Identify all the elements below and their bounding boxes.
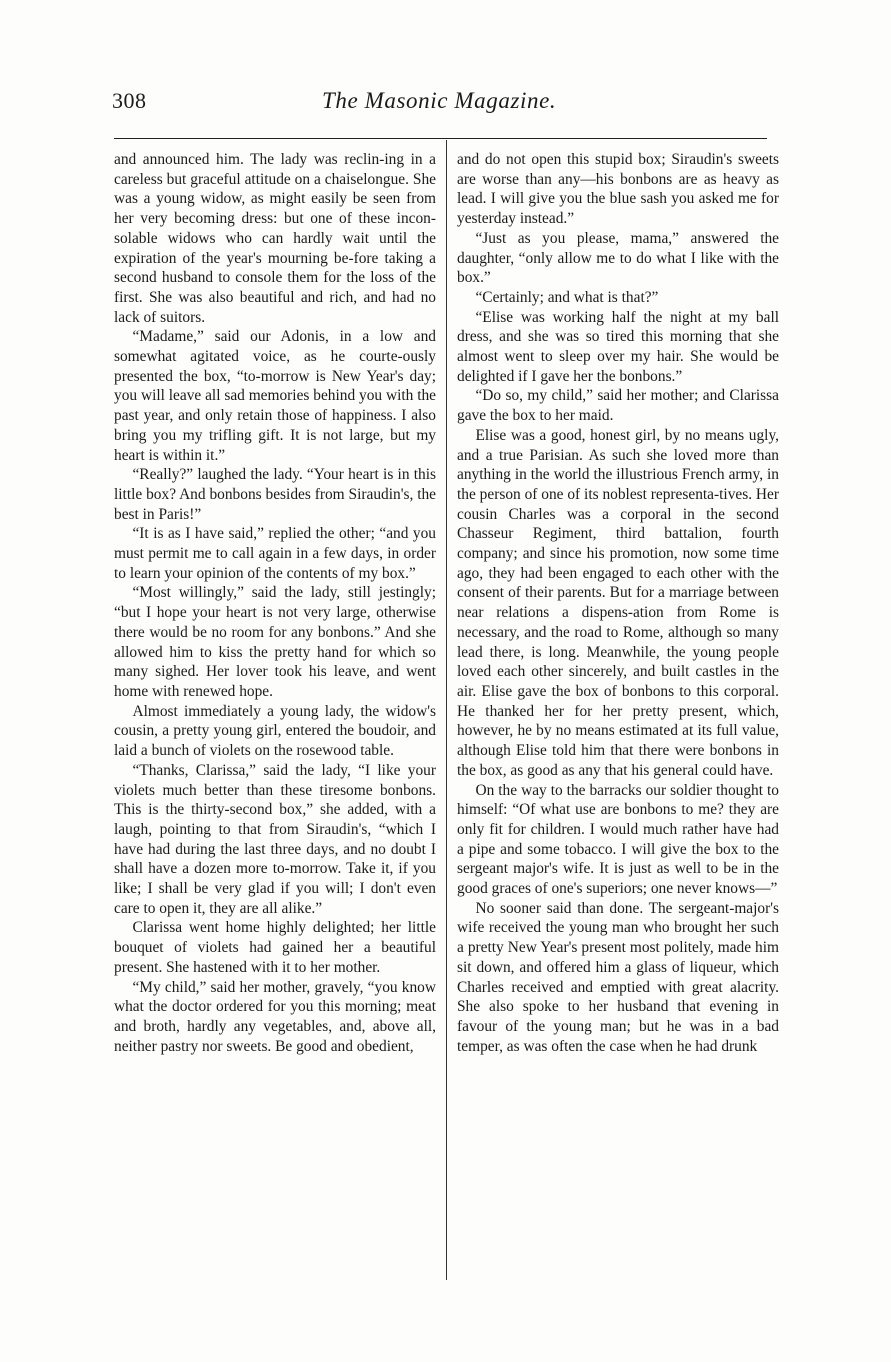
paragraph: and announced him. The lady was reclin-ing in a careless but graceful attitude on a chaiselongue. She was a young widow, as might easily be seen from her very becoming dress: but one of these incon-solable widows who can hardly wait until the expiration of the year's mourning be-fore taking a second husband to console them for the loss of the first. She was also beautiful and rich, and had no lack of suitors.	[114, 151, 436, 326]
page-header	[112, 88, 767, 128]
paragraph: “It is as I have said,” replied the other; “and you must permit me to call again in a few days, in order to learn your opinion of the contents of my box.”	[114, 525, 436, 582]
paragraph: “Do so, my child,” said her mother; and Clarissa gave the box to her maid.	[457, 387, 779, 425]
left-column	[114, 150, 436, 1056]
paragraph: “Elise was working half the night at my ball dress, and she was so tired this morning that she almost went to sleep over my hair. She would be delighted if I gave her the bonbons.”	[457, 308, 779, 385]
column-divider	[446, 140, 447, 1280]
paragraph: and do not open this stupid box; Siraudin's sweets are worse than any—his bonbons are as heavy as lead. I will give you the blue sash you asked me for yesterday instead.”	[457, 151, 779, 228]
page-number: 308	[112, 88, 147, 113]
paragraph: Elise was a good, honest girl, by no means ugly, and a true Parisian. As such she loved more than anything in the world the illustrious French army, in the person of one of its noblest representa-tives. Her cousin Charles was a corporal in the second Chasseur Regiment, third battalion, fourth company; and since his promotion, now some time ago, they had been engaged to each other with the consent of their parents. But for a marriage between near relations a dispens-ation from Rome is necessary, and the road to Rome, although so many lead there, is long. Meanwhile, the young people loved each other sincerely, and built castles in the air. Elise gave the box of bonbons to this corporal. He thanked her for her pretty present, which, however, he by no means estimated at its full value, although Elise told him that there were bonbons in the box, as good as any that his general could have.	[457, 426, 779, 779]
paragraph: “Certainly; and what is that?”	[475, 288, 659, 306]
paragraph: “Thanks, Clarissa,” said the lady, “I like your violets much better than these tiresome bonbons. This is the thirty-second box,” she added, with a laugh, pointing to that from Siraudin's, “which I have had during the last three days, and no doubt I shall have a dozen more to-morrow. Take it, if you like; I shall be very glad if you will; I don't even care to open it, they are all alike.”	[114, 761, 436, 917]
paragraph: On the way to the barracks our soldier thought to himself: “Of what use are bonbons to me? they are only fit for children. I would much rather have had a pipe and some tobacco. I will give the box to the sergeant major's wife. It is just as well to be in the good graces of one's superiors; one never knows—”	[457, 781, 779, 898]
paragraph: “Madame,” said our Adonis, in a low and somewhat agitated voice, as he courte-ously presented the box, “to-morrow is New Year's day; you will leave all sad memories behind you with the past year, and only retain those of happiness. I also bring you my trifling gift. It is not large, but my heart is within it.”	[114, 328, 436, 464]
header-rule	[114, 138, 767, 139]
paragraph: No sooner said than done. The sergeant-major's wife received the young man who brought her such a pretty New Year's present most politely, made him sit down, and offered him a glass of liqueur, which Charles received and emptied with great alacrity. She also spoke to her husband that evening in favour of the young man; but he was in a bad temper, as was often the case when he had drunk	[457, 899, 779, 1055]
paragraph: “Most willingly,” said the lady, still jestingly; “but I hope your heart is not very large, otherwise there would be no room for any bonbons.” And she allowed him to kiss the pretty hand for which so many sighed. Her lover took his leave, and went home with renewed hope.	[114, 584, 436, 700]
paragraph: “My child,” said her mother, gravely, “you know what the doctor ordered for you this morning; meat and broth, hardly any vegetables, and, above all, neither pastry nor sweets. Be good and obedient,	[114, 978, 436, 1055]
paragraph: “Just as you please, mama,” answered the daughter, “only allow me to do what I like with the box.”	[457, 229, 779, 287]
running-title: The Masonic Magazine.	[322, 88, 557, 113]
paragraph: Clarissa went home highly delighted; her little bouquet of violets had gained her a beautiful present. She hastened with it to her mother.	[114, 919, 436, 976]
paragraph: “Really?” laughed the lady. “Your heart is in this little box? And bonbons besides from Siraudin's, the best in Paris!”	[114, 466, 436, 523]
right-column	[457, 150, 779, 1056]
paragraph: Almost immediately a young lady, the widow's cousin, a pretty young girl, entered the boudoir, and laid a bunch of violets on the rosewood table.	[114, 702, 436, 760]
